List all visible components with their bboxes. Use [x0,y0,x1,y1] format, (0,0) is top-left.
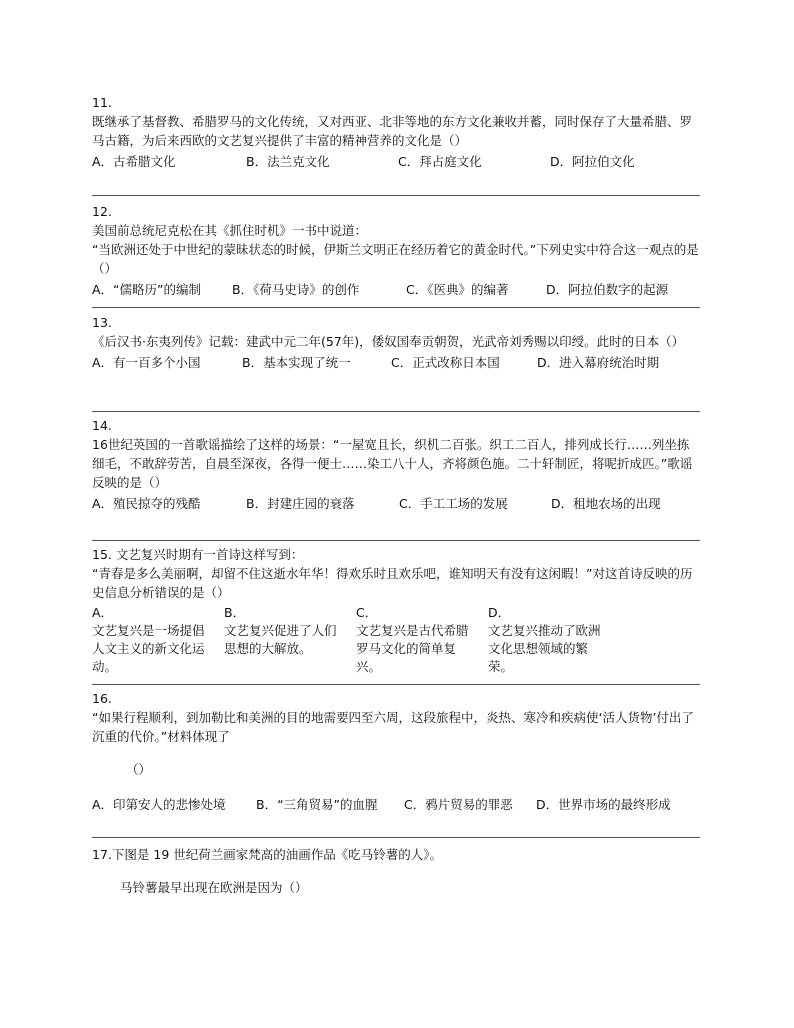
option-c[interactable]: C．正式改称日本国 [391,355,500,370]
option-b[interactable]: B．封建庄园的衰落 [246,496,355,511]
question-number: 14. [92,418,112,433]
option-a[interactable] [92,604,224,676]
question-12 [92,202,700,299]
question-number: 13. [92,315,112,330]
option-d[interactable] [488,604,620,676]
option-a[interactable]: A．有一百多个小国 [92,355,201,370]
question-17 [92,845,700,897]
option-d[interactable]: D．世界市场的最终形成 [536,797,671,812]
option-c[interactable]: C．《医典》的编著 [406,282,509,297]
question-stem-line1: 15. 文艺复兴时期有一首诗这样写到： [92,547,304,562]
question-stem: “如果行程顺利，到加勒比和美洲的目的地需要四至六周，这段旅程中，炎热、寒冷和疾病使‘活人货物’付出了沉重的代价。”材料体现了 [92,710,694,744]
question-stem: 《后汉书·东夷列传》记载：建武中元二年(57年)，倭奴国奉贡朝贺，光武帝刘秀赐以印绶。此时的日本（） [92,334,685,349]
question-number: 12. [92,204,112,219]
options-row [92,280,700,299]
option-b[interactable] [224,604,356,676]
option-b[interactable]: B．法兰克文化 [246,154,330,169]
divider [92,684,700,685]
option-letter: C． [356,605,378,620]
question-13 [92,313,700,372]
option-letter: B． [224,605,246,620]
question-stem-line1: 美国前总统尼克松在其《抓住时机》一书中说道： [92,223,368,238]
options-row [92,353,700,372]
question-subprompt: 马铃薯最早出现在欧洲是因为（） [120,880,308,895]
divider [92,540,700,541]
question-stem: 17.下图是 19 世纪荷兰画家梵高的油画作品《吃马铃薯的人》。 [92,847,442,862]
question-number: 11. [92,95,112,110]
option-letter: D． [488,605,511,620]
option-d[interactable]: D．租地农场的出现 [551,496,661,511]
option-c[interactable]: C．鸦片贸易的罪恶 [404,797,513,812]
options-row [92,152,700,171]
option-c[interactable] [356,604,488,676]
option-text: 文艺复兴促进了人们思想的大解放。 [224,623,337,656]
option-b[interactable]: B．基本实现了统一 [242,355,351,370]
divider [92,837,700,838]
question-16 [92,689,700,814]
option-text: 文艺复兴是一场提倡人文主义的新文化运动。 [92,623,205,674]
option-a[interactable]: A．殖民掠夺的残酷 [92,496,201,511]
divider [92,195,700,196]
option-b[interactable]: B．“三角贸易”的血腥 [256,797,378,812]
divider [92,307,700,308]
options-row [92,494,700,513]
option-letter: A． [92,605,114,620]
question-11 [92,93,700,171]
answer-blank: （） [126,762,152,777]
option-c[interactable]: C．拜占庭文化 [398,154,482,169]
option-text: 文艺复兴是古代希腊罗马文化的简单复兴。 [356,623,469,674]
question-number: 16. [92,691,112,706]
question-stem: 既继承了基督教、希腊罗马的文化传统，又对西亚、北非等地的东方文化兼收并蓄，同时保存了大量希腊、罗马古籍，为后来西欧的文艺复兴提供了丰富的精神营养的文化是（） [92,114,693,148]
question-15 [92,545,700,676]
option-d[interactable]: D．阿拉伯数字的起源 [546,282,669,297]
option-b[interactable]: B．《荷马史诗》的创作 [232,282,360,297]
option-d[interactable]: D．进入幕府统治时期 [537,355,660,370]
option-c[interactable]: C．手工工场的发展 [399,496,508,511]
option-a[interactable]: A．印第安人的悲惨处境 [92,797,226,812]
question-stem-line2: “当欧洲还处于中世纪的蒙昧状态的时候，伊斯兰文明正在经历着它的黄金时代。”下列史实中符合这一观点的是（） [92,242,699,276]
option-text: 文艺复兴推动了欧洲文化思想领域的繁荣。 [488,623,601,674]
question-stem: 16世纪英国的一首歌谣描绘了这样的场景：“一屋宽且长，织机二百张。织工二百人，排列成长行……列坐拣细毛，不敢辞劳苦，自晨至深夜，各得一便士……染工八十人，齐将颜色施。二十轩制匠，将呢折成匹。”歌谣反映的是（） [92,437,693,490]
options-grid [92,604,700,676]
question-number: 15. [92,547,112,562]
question-14 [92,416,700,513]
option-a[interactable]: A．“儒略历”的编制 [92,282,202,297]
divider [92,411,700,412]
option-a[interactable]: A．古希腊文化 [92,154,176,169]
option-d[interactable]: D．阿拉伯文化 [550,154,635,169]
question-stem-line2: “青春是多么美丽啊，却留不住这逝水年华！得欢乐时且欢乐吧，谁知明天有没有这闲暇！”对这首诗反映的历史信息分析错误的是（） [92,566,693,600]
question-number: 17. [92,847,112,862]
options-row [92,795,700,814]
